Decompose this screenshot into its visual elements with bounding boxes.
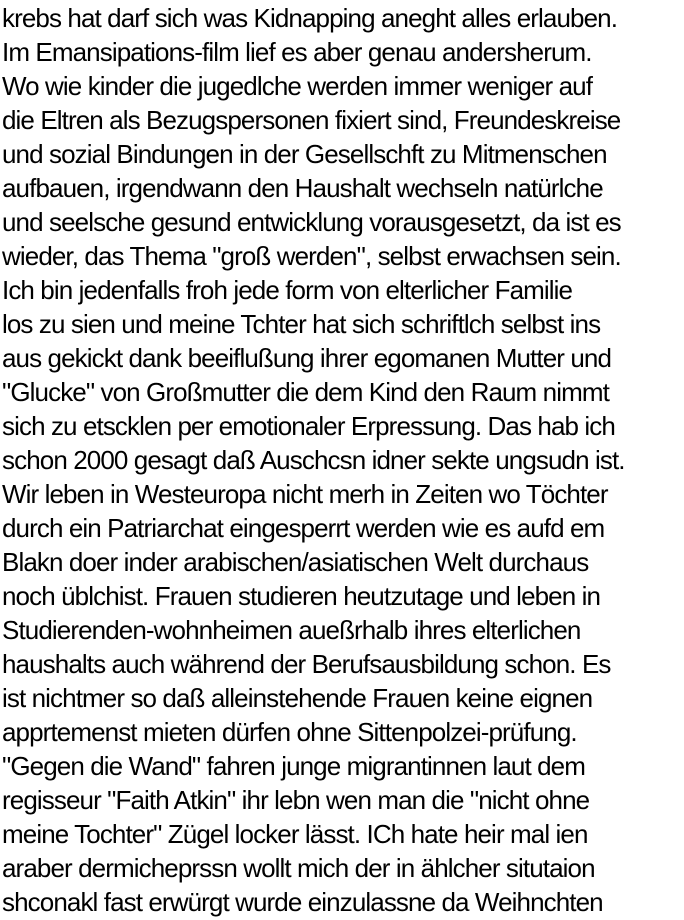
text-line: durch ein Patriarchat eingesperrt werden wie es aufd em xyxy=(2,513,605,543)
text-line: Ich bin jedenfalls froh jede form von elterlicher Familie xyxy=(2,275,573,305)
text-line: "Glucke" von Großmutter die dem Kind den Raum nimmt xyxy=(2,377,609,407)
text-line: Blakn doer inder arabischen/asiatischen Welt durchaus xyxy=(2,547,589,577)
text-line: haushalts auch während der Berufsausbildung schon. Es xyxy=(2,649,611,679)
text-line: aufbauen, irgendwann den Haushalt wechseln natürlche xyxy=(2,173,603,203)
text-line: Studierenden-wohnheimen aueßrhalb ihres elterlichen xyxy=(2,615,581,645)
text-line: Im Emansipations-film lief es aber genau andersherum. xyxy=(2,37,592,67)
text-line: ist nichtmer so daß alleinstehende Frauen keine eignen xyxy=(2,683,593,713)
text-line: shconakl fast erwürgt wurde einzulassne da Weihnchten xyxy=(2,887,603,917)
text-line: noch üblchist. Frauen studieren heutzutage und leben in xyxy=(2,581,601,611)
text-line: und seelsche gesund entwicklung vorausgesetzt, da ist es xyxy=(2,207,621,237)
text-line: meine Tochter" Zügel locker lässt. ICh hate heir mal ien xyxy=(2,819,588,849)
text-line: "Gegen die Wand" fahren junge migrantinnen laut dem xyxy=(2,751,585,781)
text-line: Wir leben in Westeuropa nicht merh in Zeiten wo Töchter xyxy=(2,479,608,509)
text-line: apprtemenst mieten dürfen ohne Sittenpolzei-prüfung. xyxy=(2,717,577,747)
text-line: los zu sien und meine Tchter hat sich schriftlch selbst ins xyxy=(2,309,601,339)
paragraph xyxy=(2,1,684,919)
text-line: die Eltren als Bezugspersonen fixiert sind, Freundeskreise xyxy=(2,105,621,135)
text-line: schon 2000 gesagt daß Auschcsn idner sekte ungsudn ist. xyxy=(2,445,625,475)
text-line: krebs hat darf sich was Kidnapping aneght alles erlauben. xyxy=(2,3,618,33)
text-line: araber dermicheprssn wollt mich der in ählcher situtaion xyxy=(2,853,595,883)
text-line: regisseur "Faith Atkin" ihr lebn wen man die "nicht ohne xyxy=(2,785,590,815)
text-line: wieder, das Thema "groß werden", selbst erwachsen sein. xyxy=(2,241,621,271)
text-line: und sozial Bindungen in der Gesellschft zu Mitmenschen xyxy=(2,139,607,169)
text-line: sich zu etscklen per emotionaler Erpressung. Das hab ich xyxy=(2,411,615,441)
text-line: Wo wie kinder die jugedlche werden immer weniger auf xyxy=(2,71,593,101)
text-line: aus gekickt dank beeiflußung ihrer egomanen Mutter und xyxy=(2,343,612,373)
